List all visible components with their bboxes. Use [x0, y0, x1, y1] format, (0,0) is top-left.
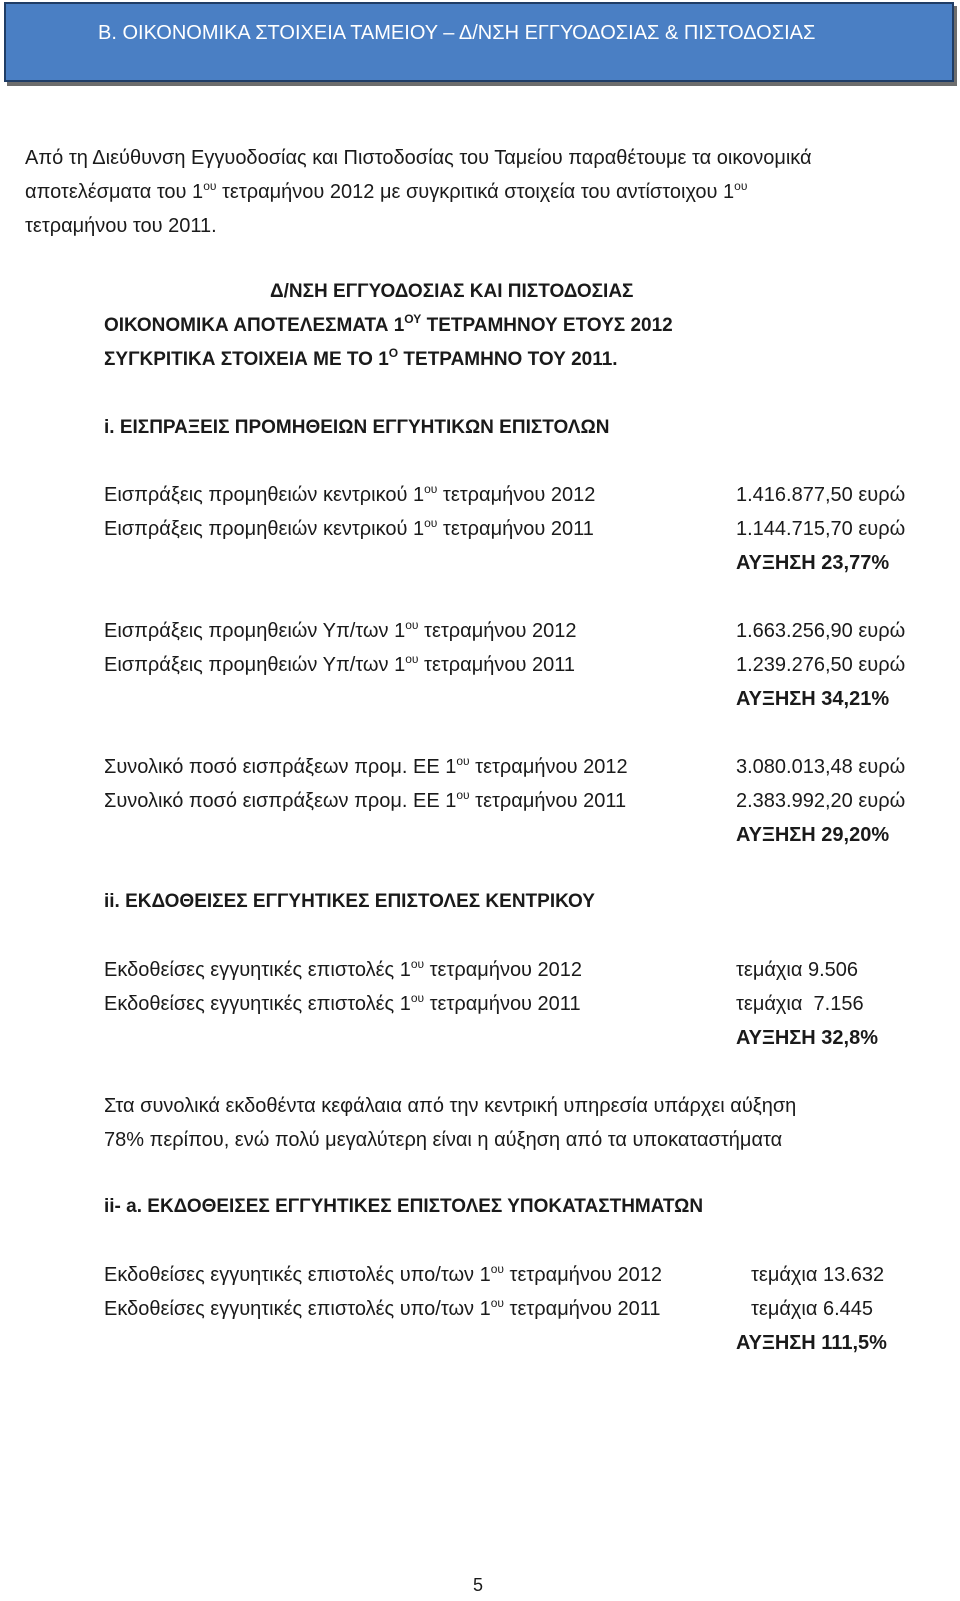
intro-text: αποτελέσματα του 1: [25, 181, 204, 203]
row-label-text: Εκδοθείσες εγγυητικές επιστολές 1: [104, 959, 411, 981]
ordinal-superscript: ου: [405, 652, 419, 666]
section-i-row-value: 1.416.877,50 ευρώ: [736, 484, 906, 506]
section-i-row-label: [104, 790, 626, 813]
section-iia-heading: ii- a. ΕΚΔΟΘΕΙΣΕΣ ΕΓΓΥΗΤΙΚΕΣ ΕΠΙΣΤΟΛΕΣ ΥΠΟΚΑΤΑΣΤΗΜΑΤΩΝ: [104, 1196, 704, 1217]
section-ii-row-value: τεμάχια 9.506: [736, 959, 859, 981]
section-i-row-value: 1.239.276,50 ευρώ: [736, 654, 906, 676]
section-ii-row-value: τεμάχια 7.156: [736, 993, 864, 1015]
ordinal-superscript: ου: [490, 1296, 504, 1310]
ordinal-superscript: ου: [203, 179, 217, 193]
title-text: ΟΙΚΟΝΟΜΙΚΑ ΑΠΟΤΕΛΕΣΜΑΤΑ 1: [104, 315, 405, 336]
section-i-row-label: [104, 620, 576, 643]
row-label-text: τετραμήνου 2011: [418, 654, 575, 676]
section-title-line-1: Δ/ΝΣΗ ΕΓΓΥΟΔΟΣΙΑΣ ΚΑΙ ΠΙΣΤΟΔΟΣΙΑΣ: [270, 281, 634, 302]
section-iia-row-label: [104, 1298, 660, 1321]
row-label-text: Εκδοθείσες εγγυητικές επιστολές 1: [104, 993, 411, 1015]
ordinal-superscript: ου: [490, 1262, 504, 1276]
section-i-row-value: 2.383.992,20 ευρώ: [736, 790, 906, 812]
row-label-text: τετραμήνου 2011: [504, 1298, 661, 1320]
title-text: ΤΕΤΡΑΜΗΝΟΥ ΕΤΟΥΣ 2012: [421, 315, 673, 336]
section-title-line-3: [104, 346, 618, 371]
row-label-text: Εισπράξεις προμηθειών Υπ/των 1: [104, 620, 406, 642]
ordinal-superscript: ου: [456, 754, 470, 768]
section-i-row-label: [104, 484, 595, 507]
row-label-text: Εισπράξεις προμηθειών κεντρικού 1: [104, 518, 425, 540]
section-i-row-value: 3.080.013,48 ευρώ: [736, 756, 906, 778]
section-title-line-2: [104, 312, 673, 337]
ordinal-superscript: ου: [410, 991, 425, 1005]
title-text: ΣΥΓΚΡΙΤΙΚΑ ΣΤΟΙΧΕΙΑ ΜΕ ΤΟ 1: [104, 349, 389, 370]
row-label-text: Εισπράξεις προμηθειών Υπ/των 1: [104, 654, 406, 676]
section-i-row-label: [104, 518, 594, 541]
page-number: 5: [473, 1575, 484, 1595]
section-header-banner: [4, 2, 954, 82]
section-i-row-label: [104, 654, 575, 677]
section-ii-heading: ii. ΕΚΔΟΘΕΙΣΕΣ ΕΓΓΥΗΤΙΚΕΣ ΕΠΙΣΤΟΛΕΣ ΚΕΝΤΡΙΚΟΥ: [104, 891, 595, 912]
section-i-row-value: 1.144.715,70 ευρώ: [736, 518, 906, 540]
intro-line-2: [25, 175, 812, 209]
row-label-text: Εισπράξεις προμηθειών κεντρικού 1: [104, 484, 425, 506]
increase-label: ΑΥΞΗΣΗ 32,8%: [736, 1027, 878, 1049]
section-i-heading: i. ΕΙΣΠΡΑΞΕΙΣ ΠΡΟΜΗΘΕΙΩΝ ΕΓΓΥΗΤΙΚΩΝ ΕΠΙΣΤΟΛΩΝ: [104, 417, 610, 438]
row-label-text: Συνολικό ποσό εισπράξεων προμ. ΕΕ 1: [104, 790, 457, 812]
intro-text: τετραμήνου 2012 με συγκριτικά στοιχεία του αντίστοιχου 1: [216, 181, 735, 203]
increase-label: ΑΥΞΗΣΗ 34,21%: [736, 688, 890, 710]
section-ii-note-line-2: 78% περίπου, ενώ πολύ μεγαλύτερη είναι η αύξηση από τα υποκαταστήματα: [104, 1129, 783, 1151]
section-ii-row-label: [104, 993, 581, 1016]
ordinal-superscript: ου: [424, 482, 438, 496]
row-label-text: τετραμήνου 2012: [418, 620, 577, 642]
section-ii-note-line-1: Στα συνολικά εκδοθέντα κεφάλαια από την κεντρική υπηρεσία υπάρχει αύξηση: [104, 1095, 797, 1117]
section-i-row-label: [104, 756, 628, 779]
row-label-text: τετραμήνου 2011: [469, 790, 627, 812]
intro-paragraph: [25, 141, 812, 243]
section-ii-row-label: [104, 959, 582, 982]
ordinal-superscript: ου: [734, 179, 748, 193]
title-text: ΤΕΤΡΑΜΗΝΟ ΤΟΥ 2011.: [398, 349, 618, 370]
ordinal-superscript: ου: [456, 788, 470, 802]
ordinal-superscript: ου: [410, 957, 425, 971]
section-iia-row-value: τεμάχια 6.445: [751, 1298, 874, 1320]
row-label-text: τετραμήνου 2011: [437, 518, 594, 540]
ordinal-superscript: Ο: [388, 346, 399, 360]
row-label-text: τετραμήνου 2011: [424, 993, 581, 1015]
intro-line-1: Από τη Διεύθυνση Εγγυοδοσίας και Πιστοδοσίας του Ταμείου παραθέτουμε τα οικονομικά: [25, 147, 812, 169]
increase-label: ΑΥΞΗΣΗ 111,5%: [736, 1332, 887, 1354]
row-label-text: τετραμήνου 2012: [437, 484, 596, 506]
ordinal-superscript: ΟΥ: [404, 312, 422, 326]
row-label-text: Συνολικό ποσό εισπράξεων προμ. ΕΕ 1: [104, 756, 457, 778]
row-label-text: τετραμήνου 2012: [469, 756, 628, 778]
row-label-text: τετραμήνου 2012: [424, 959, 583, 981]
intro-line-3: τετραμήνου του 2011.: [25, 215, 217, 237]
increase-label: ΑΥΞΗΣΗ 29,20%: [736, 824, 890, 846]
row-label-text: Εκδοθείσες εγγυητικές επιστολές υπο/των 1: [104, 1298, 491, 1320]
section-iia-row-label: [104, 1264, 662, 1287]
section-header-title: B. ΟΙΚΟΝΟΜΙΚΑ ΣΤΟΙΧΕΙΑ ΤΑΜΕΙΟΥ – Δ/ΝΣΗ ΕΓΓΥΟΔΟΣΙΑΣ & ΠΙΣΤΟΔΟΣΙΑΣ: [98, 22, 816, 44]
section-iia-row-value: τεμάχια 13.632: [751, 1264, 885, 1286]
row-label-text: Εκδοθείσες εγγυητικές επιστολές υπο/των 1: [104, 1264, 491, 1286]
ordinal-superscript: ου: [424, 516, 438, 530]
row-label-text: τετραμήνου 2012: [504, 1264, 662, 1286]
section-i-row-value: 1.663.256,90 ευρώ: [736, 620, 906, 642]
increase-label: ΑΥΞΗΣΗ 23,77%: [736, 552, 890, 574]
ordinal-superscript: ου: [405, 618, 419, 632]
